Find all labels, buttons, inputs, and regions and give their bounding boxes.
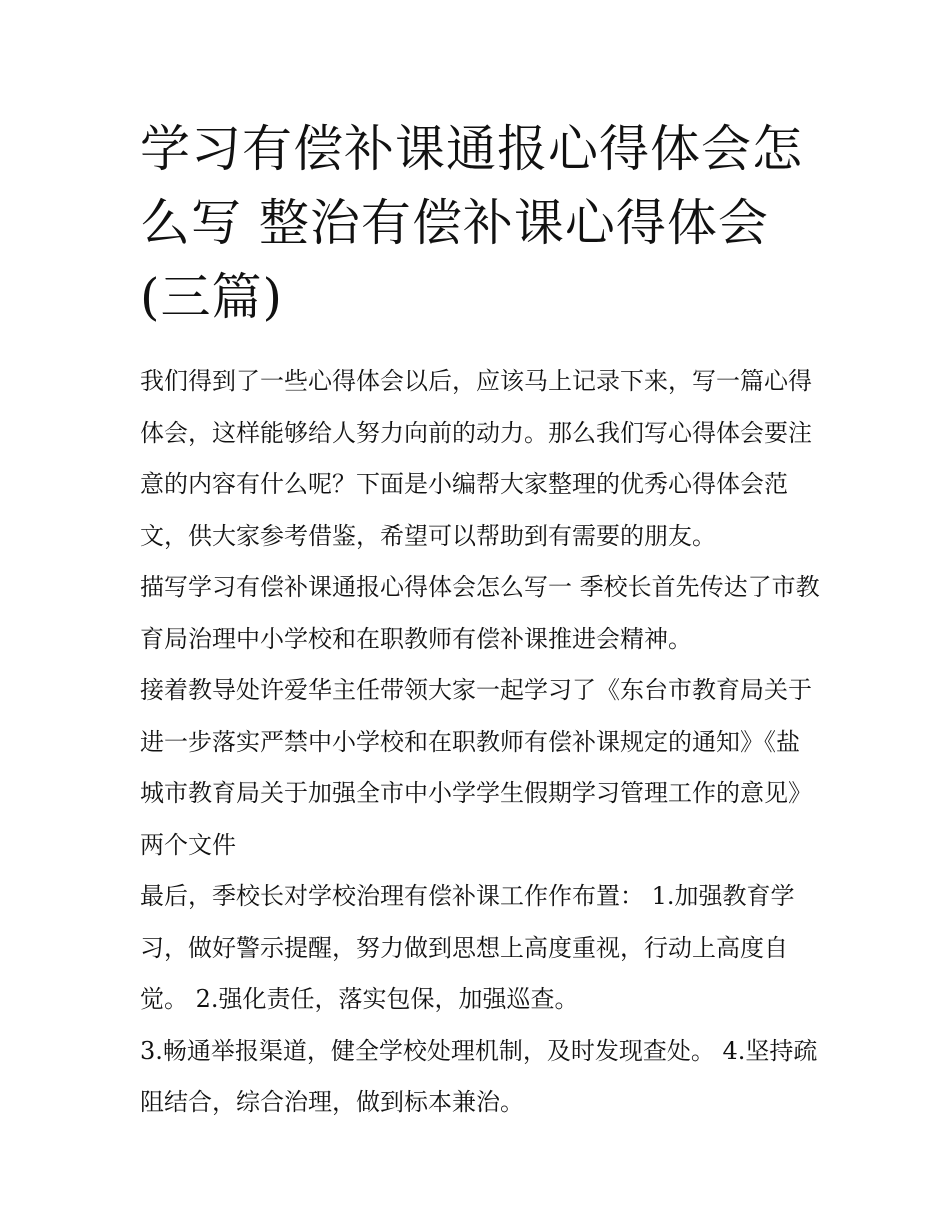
paragraph-measures: 3.畅通举报渠道，健全学校处理机制，及时发现查处。 4.坚持疏阻结合，综合治理，做到标本兼治。 [140,1036,818,1116]
paragraph-section-one: 描写学习有偿补课通报心得体会怎么写一 季校长首先传达了市教育局治理中小学校和在职教师有偿补课推进会精神。 [140,573,820,653]
document-title: 学习有偿补课通报心得体会怎么写 整治有偿补课心得体会(三篇) [140,120,803,326]
paragraph-arrangements: 最后，季校长对学校治理有偿补课工作作布置： 1.加强教育学习，做好警示提醒，努力做到思想上高度重视，行动上高度自觉。 2.强化责任，落实包保，加强巡查。 [140,882,795,1013]
paragraph-study-documents: 接着教导处许爱华主任带领大家一起学习了《东台市教育局关于进一步落实严禁中小学校和在职教师有偿补课规定的通知》《盐城市教育局关于加强全市中小学学生假期学习管理工作的意见》两个文件 [140,676,812,859]
intro-paragraph: 我们得到了一些心得体会以后，应该马上记录下来，写一篇心得体会，这样能够给人努力向前的动力。那么我们写心得体会要注意的内容有什么呢？下面是小编帮大家整理的优秀心得体会范文，供大家参考借鉴，希望可以帮助到有需要的朋友。 [140,367,812,550]
document-body [140,356,820,1129]
